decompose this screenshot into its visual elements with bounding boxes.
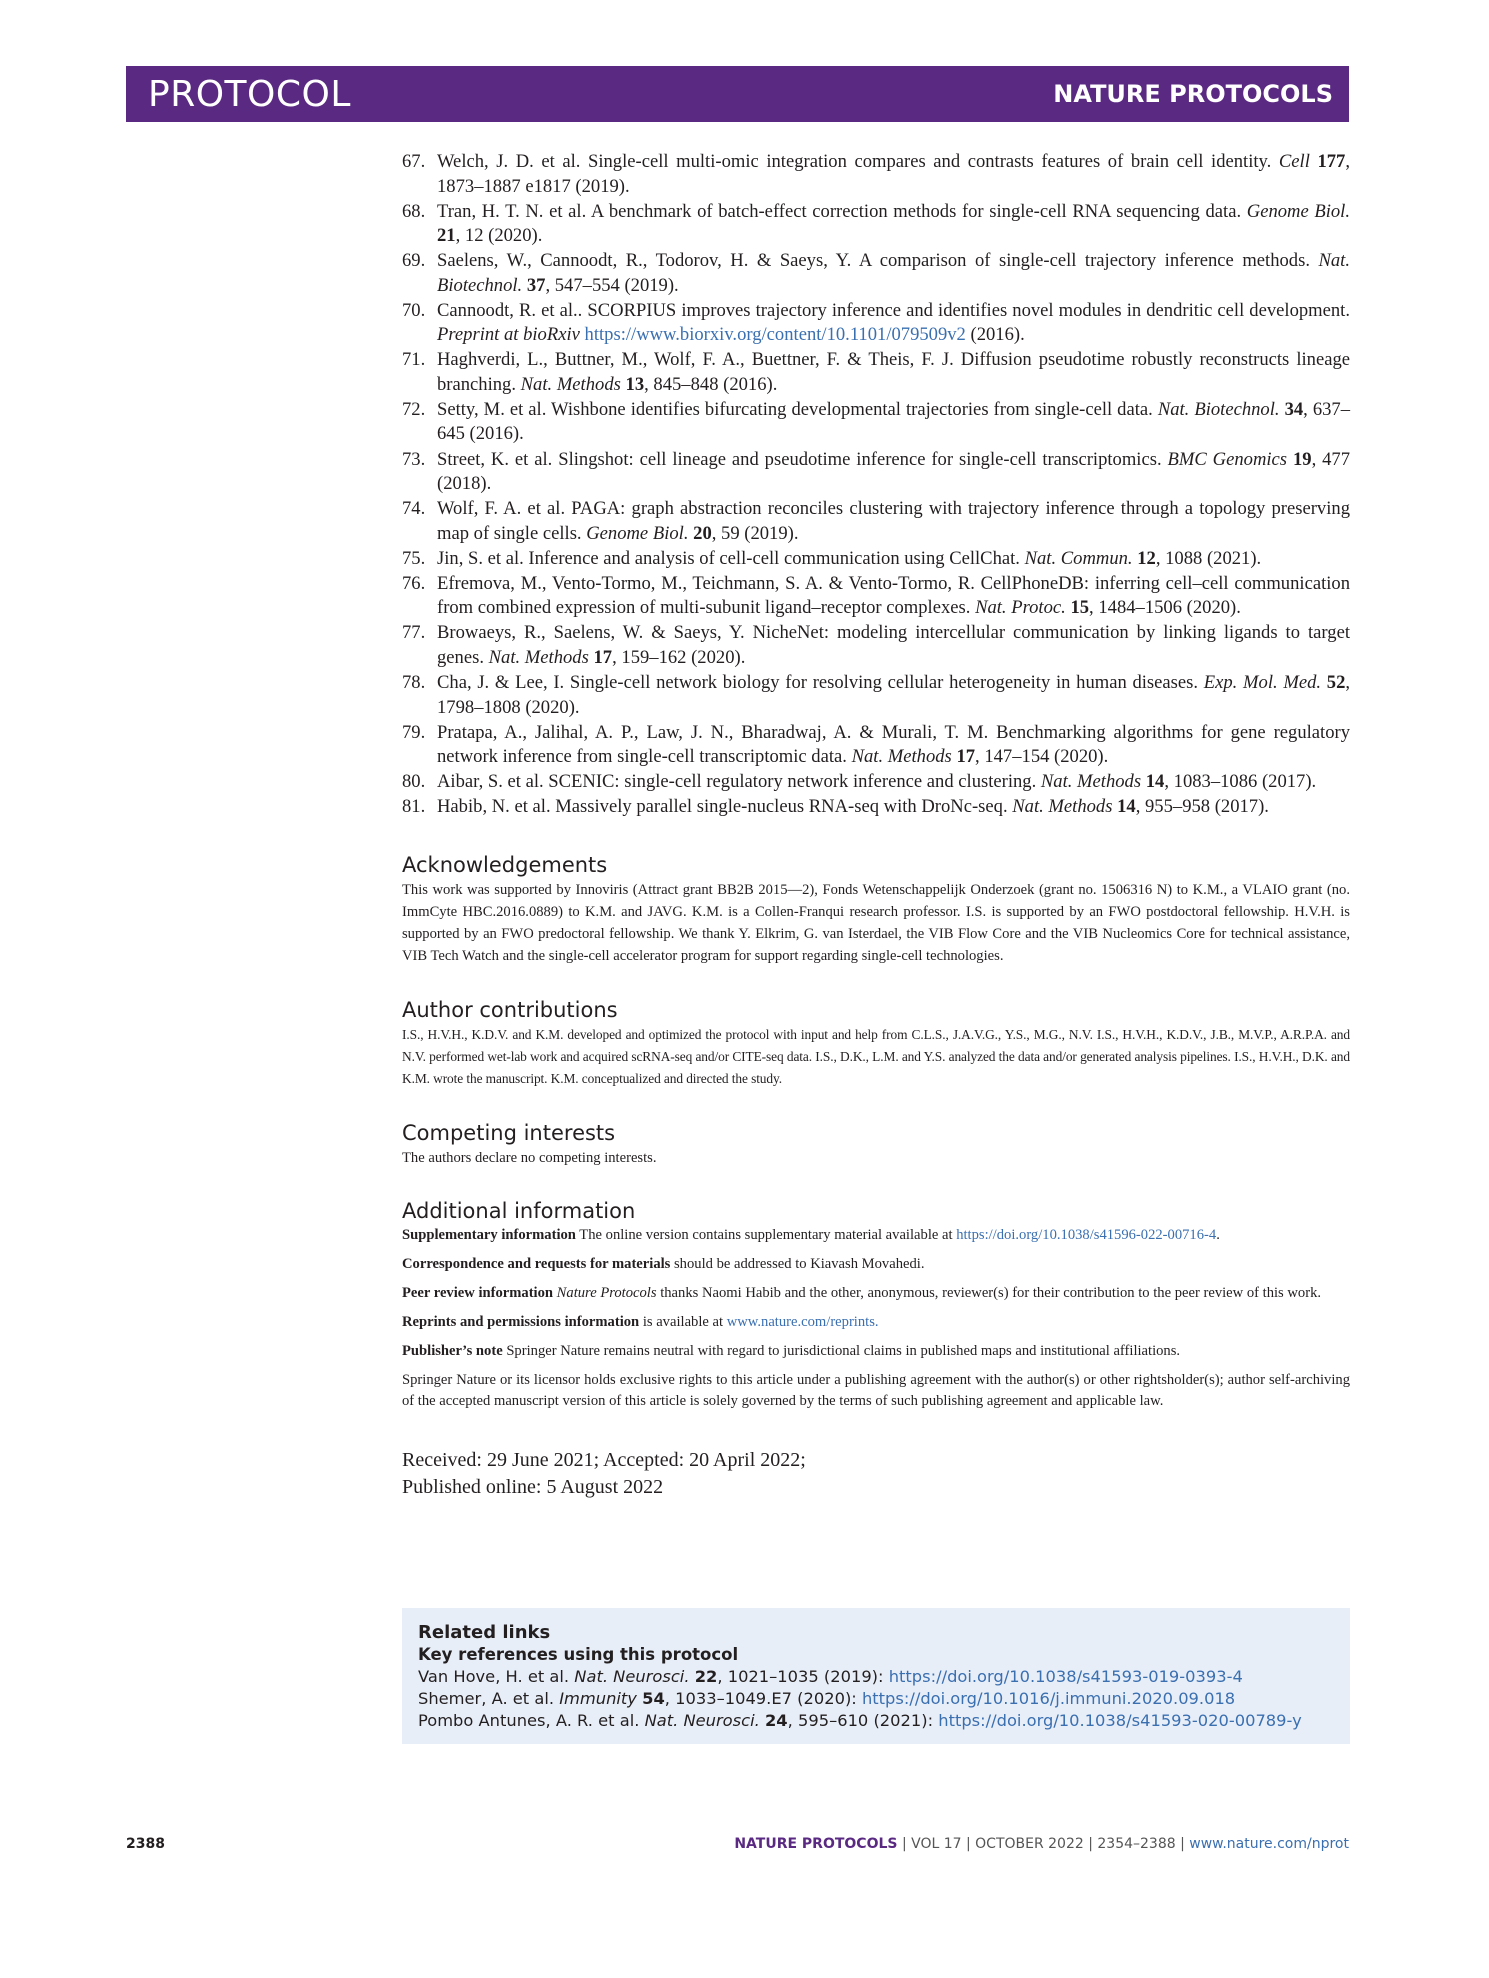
published-online-date: Published online: 5 August 2022	[402, 1475, 664, 1498]
reference-text: Aibar, S. et al. SCENIC: single-cell regulatory network inference and clustering.	[437, 771, 1041, 793]
main-content	[402, 150, 1350, 1501]
reference-number: 80.	[402, 771, 426, 793]
reference-number: 68.	[402, 200, 426, 222]
competing-interests-section	[402, 1119, 1350, 1169]
reprints-information	[402, 1312, 1350, 1333]
additional-information-section	[402, 1197, 1350, 1412]
reference-volume: 37	[526, 274, 546, 296]
author-contributions-heading: Author contributions	[402, 997, 618, 1022]
publisher-note	[402, 1341, 1350, 1362]
related-pages: , 1021–1035 (2019):	[717, 1667, 889, 1686]
author-contributions-section	[402, 996, 1350, 1090]
additional-information-heading: Additional information	[402, 1198, 636, 1223]
reference-text: Browaeys, R., Saelens, W. & Saeys, Y. NicheNet: modeling intercellular communication by linking ligands to target genes.	[437, 622, 1350, 668]
reference-number: 73.	[402, 448, 426, 470]
related-link[interactable]: https://doi.org/10.1038/s41593-019-0393-4	[888, 1667, 1243, 1686]
reference-item	[402, 299, 1350, 348]
reference-journal: Nat. Biotechnol.	[1157, 398, 1280, 420]
reference-text: , 59 (2019).	[711, 522, 799, 544]
reference-item	[402, 770, 1350, 795]
related-journal: Nat. Neurosci.	[574, 1667, 690, 1686]
reference-item	[402, 671, 1350, 720]
supplementary-link[interactable]: https://doi.org/10.1038/s41596-022-00716-4	[956, 1226, 1217, 1243]
related-authors: Shemer, A. et al.	[418, 1689, 560, 1708]
reference-text: Cha, J. & Lee, I. Single-cell network biology for resolving cellular heterogeneity in human diseases.	[437, 672, 1204, 694]
reference-volume: 34	[1284, 398, 1304, 420]
reference-volume: 19	[1292, 448, 1312, 470]
related-link-item	[418, 1666, 1334, 1688]
reference-text: , 1083–1086 (2017).	[1164, 771, 1317, 793]
reference-text: Tran, H. T. N. et al. A benchmark of batch-effect correction methods for single-cell RNA sequencing data.	[437, 200, 1247, 222]
related-journal: Nat. Neurosci.	[644, 1711, 760, 1730]
reference-text: , 845–848 (2016).	[644, 373, 778, 395]
reference-text: , 637–645 (2016).	[437, 398, 1351, 445]
reference-number: 70.	[402, 299, 426, 321]
reference-link[interactable]: https://www.biorxiv.org/content/10.1101/079509v2	[584, 324, 966, 346]
related-links-title: Related links	[418, 1622, 551, 1643]
peer-review-label: Peer review information	[402, 1284, 554, 1301]
reference-text: , 159–162 (2020).	[612, 646, 746, 668]
reference-item	[402, 249, 1350, 298]
related-pages: , 1033–1049.E7 (2020):	[664, 1689, 862, 1708]
competing-interests-body: The authors declare no competing interests.	[402, 1149, 657, 1166]
reference-text: Jin, S. et al. Inference and analysis of cell-cell communication using CellChat.	[437, 547, 1025, 569]
correspondence	[402, 1254, 1350, 1275]
header-bar	[126, 66, 1349, 122]
reference-text: Saelens, W., Cannoodt, R., Todorov, H. & Saeys, Y. A comparison of single-cell trajectory inference methods.	[437, 250, 1319, 272]
reference-text: Habib, N. et al. Massively parallel single-nucleus RNA-seq with DroNc-seq.	[437, 796, 1013, 818]
acknowledgements-heading: Acknowledgements	[402, 852, 608, 877]
related-authors: Pombo Antunes, A. R. et al.	[418, 1711, 645, 1730]
reference-text: , 1798–1808 (2020).	[437, 672, 1351, 718]
page-number: 2388	[126, 1836, 165, 1852]
related-links-box	[402, 1608, 1350, 1744]
reference-text: , 547–554 (2019).	[545, 274, 679, 296]
peer-review-information	[402, 1283, 1350, 1304]
footer-issue: | VOL 17 | OCTOBER 2022 | 2354–2388 |	[897, 1836, 1190, 1852]
reference-journal: Nat. Methods	[851, 746, 952, 768]
related-link-item	[418, 1688, 1334, 1710]
reference-number: 67.	[402, 151, 426, 172]
related-volume: 24	[764, 1711, 788, 1730]
reference-item	[402, 448, 1350, 497]
reference-text: (2016).	[965, 324, 1025, 346]
reference-volume: 21	[437, 225, 456, 247]
reference-journal: Nat. Biotechnol.	[437, 250, 1350, 296]
reference-text: , 147–154 (2020).	[975, 746, 1109, 768]
supplementary-end: .	[1216, 1226, 1220, 1243]
reference-text: Welch, J. D. et al. Single-cell multi-omic integration compares and contrasts features of brain cell identity.	[437, 151, 1279, 172]
publication-dates	[402, 1447, 1350, 1501]
reference-journal: Nat. Methods	[488, 646, 589, 668]
reference-volume: 14	[1145, 771, 1165, 793]
footer-url-link[interactable]: www.nature.com/nprot	[1189, 1836, 1349, 1852]
related-links-list	[418, 1666, 1334, 1732]
reference-journal: Nat. Methods	[1012, 796, 1113, 818]
reference-text: , 1484–1506 (2020).	[1089, 597, 1241, 619]
reference-volume: 14	[1117, 796, 1136, 818]
page-footer	[126, 1836, 1349, 1856]
correspondence-label: Correspondence and requests for materials	[402, 1255, 671, 1272]
related-links-subtitle: Key references using this protocol	[418, 1645, 739, 1664]
reference-text: , 12 (2020).	[455, 225, 543, 247]
reference-journal: Cell	[1278, 151, 1310, 172]
reference-text: Cannoodt, R. et al.. SCORPIUS improves trajectory inference and identifies novel modules in dendritic cell development.	[437, 299, 1350, 321]
reference-number: 81.	[402, 796, 426, 818]
reference-item	[402, 200, 1350, 249]
footer-journal: NATURE PROTOCOLS	[734, 1836, 898, 1852]
acknowledgements-section	[402, 851, 1350, 967]
reference-number: 72.	[402, 398, 426, 420]
reference-number: 71.	[402, 349, 426, 371]
reference-number: 74.	[402, 498, 426, 520]
reference-volume: 177	[1317, 151, 1346, 172]
reference-item	[402, 572, 1350, 621]
reference-volume: 20	[693, 522, 712, 544]
supplementary-label: Supplementary information	[402, 1226, 576, 1243]
reference-item	[402, 795, 1350, 820]
reference-text: , 1088 (2021).	[1155, 547, 1262, 569]
reference-item	[402, 150, 1350, 199]
reference-journal: Nat. Methods	[520, 373, 621, 395]
related-volume: 22	[694, 1667, 718, 1686]
related-link[interactable]: https://doi.org/10.1038/s41593-020-00789-y	[938, 1711, 1302, 1730]
reference-item	[402, 398, 1350, 447]
reference-volume: 12	[1137, 547, 1156, 569]
competing-interests-heading: Competing interests	[402, 1120, 616, 1145]
peer-review-journal: Nature Protocols	[553, 1284, 657, 1301]
related-volume: 54	[642, 1689, 665, 1708]
supplementary-information	[402, 1225, 1350, 1246]
reference-journal: BMC Genomics	[1167, 448, 1288, 470]
publisher-text: Springer Nature remains neutral with regard to jurisdictional claims in published maps and institutional affiliations.	[502, 1342, 1181, 1359]
supplementary-text: The online version contains supplementary material available at	[575, 1226, 957, 1243]
reference-number: 75.	[402, 547, 426, 569]
reference-item	[402, 621, 1350, 670]
reference-text: , 955–958 (2017).	[1135, 796, 1269, 818]
reprints-text: is available at	[639, 1313, 727, 1330]
publisher-label: Publisher’s note	[402, 1342, 503, 1359]
reference-number: 78.	[402, 672, 426, 694]
reprints-link[interactable]: www.nature.com/reprints.	[726, 1313, 879, 1330]
reference-text: , 477 (2018).	[437, 448, 1351, 495]
reprints-label: Reprints and permissions information	[402, 1313, 640, 1330]
reference-text: Setty, M. et al. Wishbone identifies bifurcating developmental trajectories from single-cell data.	[437, 398, 1158, 420]
reference-number: 69.	[402, 250, 426, 272]
reference-journal: Exp. Mol. Med.	[1203, 672, 1322, 694]
reference-journal: Preprint at bioRxiv	[437, 324, 580, 346]
reference-list	[402, 150, 1350, 820]
reference-journal: Nat. Protoc.	[975, 597, 1066, 619]
peer-review-text: thanks Naomi Habib and the other, anonymous, reviewer(s) for their contribution to the peer review of this work.	[656, 1284, 1322, 1301]
footer-citation	[734, 1836, 1349, 1852]
reference-journal: Genome Biol.	[586, 522, 689, 544]
reference-volume: 17	[593, 646, 613, 668]
reference-text: Street, K. et al. Slingshot: cell lineage and pseudotime inference for single-cell transcriptomics.	[437, 448, 1168, 470]
correspondence-text: should be addressed to Kiavash Movahedi.	[670, 1255, 925, 1272]
reference-text: Efremova, M., Vento-Tormo, M., Teichmann, S. A. & Vento-Tormo, R. CellPhoneDB: inferring cell–cell communication from combined expression of multi-subunit ligand–receptor complexes.	[437, 572, 1350, 619]
reference-volume: 15	[1070, 597, 1090, 619]
section-label: PROTOCOL	[148, 73, 351, 115]
reference-volume: 17	[956, 746, 976, 768]
reference-number: 77.	[402, 622, 426, 644]
reference-volume: 13	[625, 373, 645, 395]
reference-item	[402, 721, 1350, 770]
reference-number: 76.	[402, 572, 426, 594]
reference-volume: 52	[1326, 672, 1346, 694]
reference-item	[402, 497, 1350, 546]
reference-item	[402, 547, 1350, 572]
author-contributions-body: I.S., H.V.H., K.D.V. and K.M. developed and optimized the protocol with input and help from C.L.S., J.A.V.G., Y.S., M.G., N.V. I.S., H.V.H., K.D.V., J.B., M.V.P., A.R.P.A. and N.V. performed wet-lab work and acquired scRNA-seq and/or CITE-seq data. I.S., D.K., L.M. and Y.S. analyzed the data and/or generated analysis pipelines. I.S., H.V.H., D.K. and K.M. wrote the manuscript. K.M. conceptualized and directed the study.	[402, 1026, 1350, 1086]
related-pages: , 595–610 (2021):	[787, 1711, 939, 1730]
reference-text: Haghverdi, L., Buttner, M., Wolf, F. A., Buettner, F. & Theis, F. J. Diffusion pseudotime robustly reconstructs lineage branching.	[437, 349, 1350, 395]
reference-journal: Nat. Commun.	[1024, 547, 1133, 569]
reference-journal: Nat. Methods	[1040, 771, 1142, 793]
reference-text: , 1873–1887 e1817 (2019).	[437, 151, 1350, 197]
reference-item	[402, 348, 1350, 397]
related-link-item	[418, 1710, 1334, 1732]
journal-name: NATURE PROTOCOLS	[1053, 80, 1333, 108]
reference-text: Pratapa, A., Jalihal, A. P., Law, J. N., Bharadwaj, A. & Murali, T. M. Benchmarking algorithms for gene regulatory network inference from single-cell transcriptomic data.	[437, 721, 1350, 768]
reference-number: 79.	[402, 721, 426, 743]
received-accepted-date: Received: 29 June 2021; Accepted: 20 April 2022;	[402, 1448, 806, 1471]
acknowledgements-body: This work was supported by Innoviris (Attract grant BB2B 2015—2), Fonds Wetenschappelijk Onderzoek (grant no. 1506316 N) to K.M., a VLAIO grant (no. ImmCyte HBC.2016.0889) to K.M. and JAVG. K.M. is a Collen-Franqui research professor. I.S. is supported by an FWO postdoctoral fellowship. H.V.H. is supported by an FWO predoctoral fellowship. We thank Y. Elkrim, G. van Isterdael, the VIB Flow Core and the VIB Nucleomics Core for technical assistance, VIB Tech Watch and the single-cell accelerator program for support regarding single-cell technologies.	[402, 881, 1350, 964]
rights-statement: Springer Nature or its licensor holds exclusive rights to this article under a publishing agreement with the author(s) or other rightsholder(s); author self-archiving of the accepted manuscript version of this article is solely governed by the terms of such publishing agreement and applicable law.	[402, 1371, 1350, 1409]
reference-text: Wolf, F. A. et al. PAGA: graph abstraction reconciles clustering with trajectory inference through a topology preserving map of single cells.	[437, 498, 1350, 544]
related-authors: Van Hove, H. et al.	[418, 1667, 575, 1686]
related-link[interactable]: https://doi.org/10.1016/j.immuni.2020.09.018	[861, 1689, 1236, 1708]
reference-journal: Genome Biol.	[1246, 200, 1350, 222]
related-journal: Immunity	[559, 1689, 637, 1708]
